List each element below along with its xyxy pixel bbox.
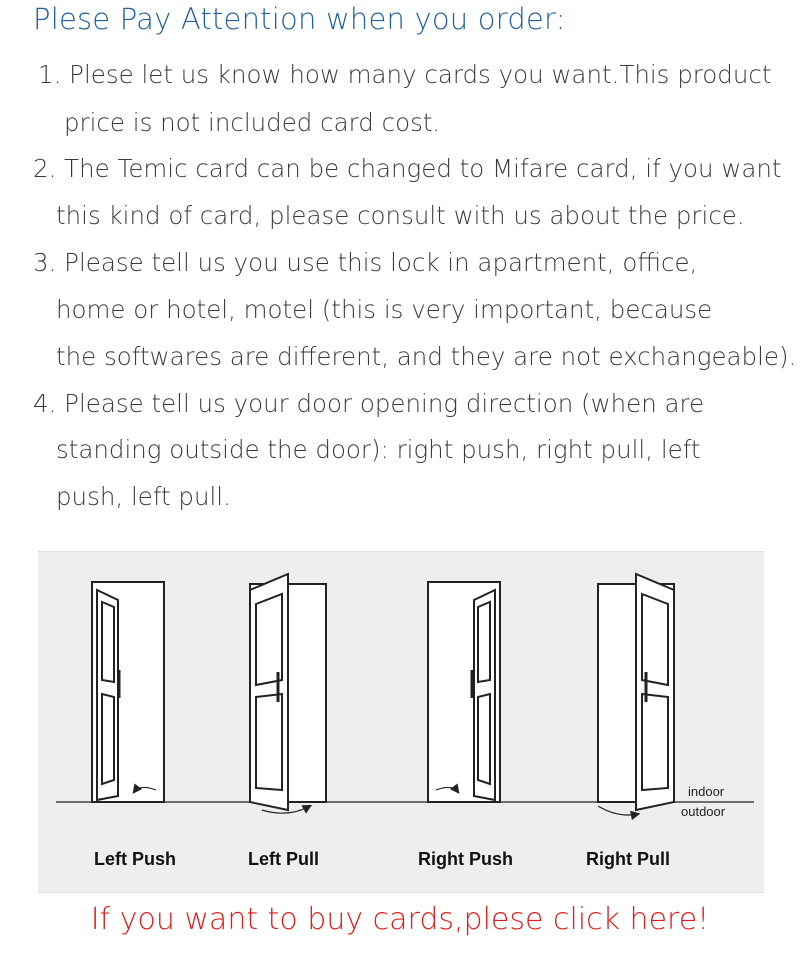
note-3-line-1: 3. Please tell us you use this lock in apartment, office,	[33, 248, 698, 277]
indoor-label: indoor	[688, 784, 725, 799]
note-2-line-2: this kind of card, please consult with us about the price.	[56, 201, 745, 230]
right-pull-label: Right Pull	[586, 849, 670, 869]
right-pull-door-icon	[598, 574, 674, 815]
buy-cards-link[interactable]: If you want to buy cards,plese click here!	[90, 902, 710, 937]
note-1-line-1: 1. Plese let us know how many cards you want.This product	[38, 60, 772, 89]
note-4-line-3: push, left pull.	[56, 482, 231, 511]
note-3-line-2: home or hotel, motel (this is very important, because	[56, 295, 713, 324]
right-push-label: Right Push	[418, 849, 513, 869]
door-direction-diagram	[38, 551, 764, 893]
left-push-label: Left Push	[94, 849, 177, 869]
note-1-line-2: price is not included card cost.	[64, 108, 441, 137]
right-push-door-icon	[428, 582, 500, 802]
door-illustrations	[38, 552, 764, 892]
left-push-door-icon	[92, 582, 164, 802]
note-3-line-3: the softwares are different, and they are not exchangeable).	[56, 342, 797, 371]
note-2-line-1: 2. The Temic card can be changed to Mifare card, if you want	[33, 154, 782, 183]
left-pull-label: Left Pull	[248, 849, 319, 869]
page-title: Plese Pay Attention when you order:	[33, 2, 566, 36]
note-4-line-1: 4. Please tell us your door opening direction (when are	[33, 389, 705, 418]
left-pull-door-icon	[250, 574, 326, 813]
note-4-line-2: standing outside the door): right push, right pull, left	[56, 435, 701, 464]
outdoor-label: outdoor	[681, 804, 726, 819]
